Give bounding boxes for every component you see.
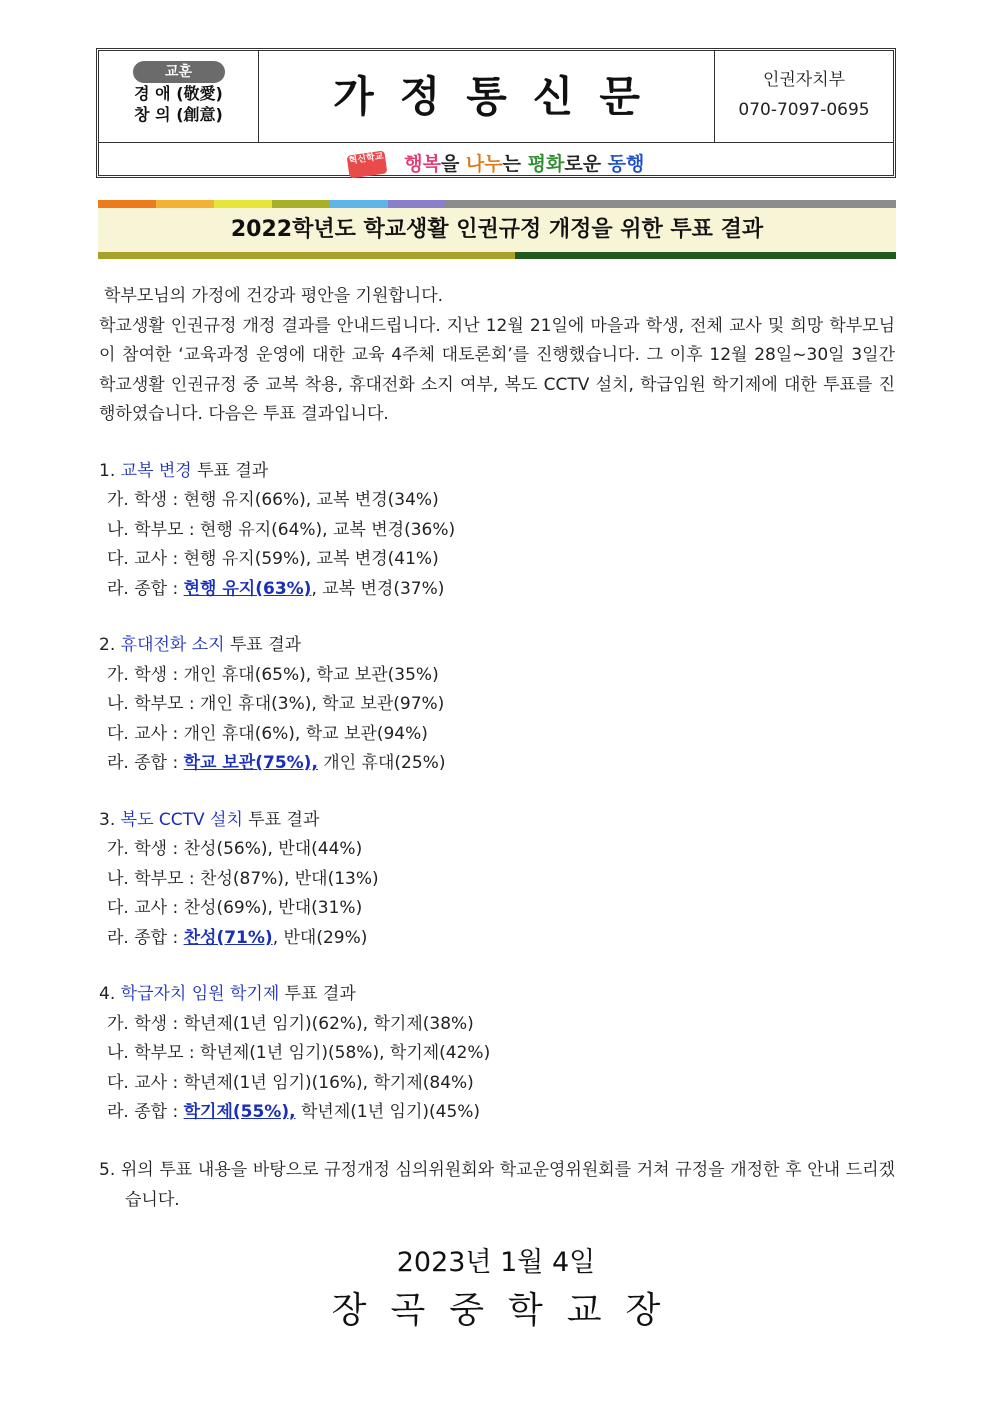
strip-segment — [98, 200, 156, 208]
section-suffix: 투표 결과 — [279, 984, 356, 1005]
strip-segment — [214, 200, 272, 208]
document-title: 2022학년도 학교생활 인권규정 개정을 위한 투표 결과 — [230, 217, 764, 242]
respondent-group: 다. 교사 : — [107, 898, 184, 919]
respondent-group: 다. 교사 : — [107, 1072, 184, 1093]
closing-note: 5. 위의 투표 내용을 바탕으로 규정개정 심의위원회와 학교운영위원회를 거쳐 규정을 개정한 후 안내 드리겠습니다. — [99, 1159, 895, 1210]
result-values: 개인 휴대(6%), 학교 보관(94%) — [183, 723, 428, 744]
result-values: 학년제(1년 임기)(58%), 학기제(42%) — [200, 1043, 491, 1064]
respondent-group: 나. 학부모 : — [107, 868, 201, 889]
result-values: 현행 유지(64%), 교복 변경(36%) — [200, 519, 456, 540]
document-body — [99, 282, 895, 1215]
winning-option: 학교 보관(75%), — [183, 753, 318, 774]
banner-underline — [98, 252, 896, 259]
section-suffix: 투표 결과 — [242, 809, 320, 830]
vote-result-row — [99, 486, 895, 516]
principal-signature: 장곡중학교장 — [331, 1290, 685, 1331]
vote-result-row — [99, 1010, 895, 1040]
vote-result-row — [99, 835, 895, 865]
motto-line-2: 창 의 (創意) — [134, 105, 223, 124]
strip-segment — [272, 200, 330, 208]
winning-option: 찬성(71%) — [183, 927, 273, 948]
slogan-row — [99, 143, 893, 175]
strip-segment — [330, 200, 388, 208]
contact-info — [715, 51, 893, 142]
newsletter-header — [96, 48, 896, 178]
respondent-group: 라. 종합 : — [107, 927, 184, 948]
slogan-segment: 을 — [440, 153, 466, 175]
motto-line-1: 경 애 (敬愛) — [134, 84, 223, 103]
document-date: 2023년 1월 4일 — [396, 1247, 596, 1278]
section-title — [99, 806, 895, 836]
section-suffix: 투표 결과 — [224, 635, 302, 656]
result-values: , 교복 변경(37%) — [311, 578, 445, 599]
result-values: 현행 유지(66%), 교복 변경(34%) — [183, 490, 439, 511]
vote-result-row — [99, 865, 895, 895]
vote-result-row — [99, 720, 895, 750]
result-values: 학년제(1년 임기)(45%) — [295, 1102, 481, 1123]
winning-option: 학기제(55%), — [183, 1102, 296, 1123]
vote-results — [99, 457, 895, 1128]
section-title — [99, 980, 895, 1010]
respondent-group: 라. 종합 : — [107, 753, 184, 774]
vote-result-row — [99, 1069, 895, 1099]
slogan-segment: 동행 — [607, 153, 645, 175]
respondent-group: 가. 학생 : — [107, 490, 184, 511]
respondent-group: 나. 학부모 : — [107, 694, 201, 715]
vote-result-row — [99, 894, 895, 924]
section-topic: 학급자치 임원 학기제 — [120, 984, 280, 1005]
result-values: 현행 유지(59%), 교복 변경(41%) — [183, 549, 439, 570]
result-values: 학년제(1년 임기)(16%), 학기제(84%) — [183, 1072, 474, 1093]
section-topic: 교복 변경 — [120, 460, 192, 481]
school-motto — [99, 51, 259, 142]
result-values: 개인 휴대(65%), 학교 보관(35%) — [183, 664, 439, 685]
respondent-group: 가. 학생 : — [107, 839, 184, 860]
department-name: 인권자치부 — [762, 70, 846, 90]
motto-badge: 교훈 — [133, 61, 225, 83]
vote-section — [99, 631, 895, 779]
respondent-group: 라. 종합 : — [107, 1102, 184, 1123]
winning-option: 현행 유지(63%) — [183, 578, 312, 599]
strip-segment — [446, 200, 896, 208]
respondent-group: 가. 학생 : — [107, 1013, 184, 1034]
document-title-banner — [98, 208, 896, 252]
result-values: 찬성(87%), 반대(13%) — [200, 868, 379, 889]
result-values: 찬성(56%), 반대(44%) — [183, 839, 363, 860]
respondent-group: 다. 교사 : — [107, 723, 184, 744]
result-values: 학년제(1년 임기)(62%), 학기제(38%) — [183, 1013, 474, 1034]
section-number: 4. — [99, 984, 116, 1005]
respondent-group: 나. 학부모 : — [107, 519, 201, 540]
slogan-segment: 는 — [502, 153, 528, 175]
strip-segment — [388, 200, 446, 208]
section-number: 3. — [99, 809, 116, 830]
respondent-group: 나. 학부모 : — [107, 1043, 201, 1064]
vote-result-row — [99, 516, 895, 546]
header-top-row — [99, 51, 893, 143]
respondent-group: 다. 교사 : — [107, 549, 184, 570]
section-title — [99, 631, 895, 661]
slogan-text — [404, 153, 644, 175]
section-topic: 복도 CCTV 설치 — [120, 809, 243, 830]
newsletter-title-cell — [259, 51, 715, 142]
vote-result-row — [99, 1039, 895, 1069]
respondent-group: 가. 학생 : — [107, 664, 184, 685]
result-values: 개인 휴대(3%), 학교 보관(97%) — [200, 694, 445, 715]
vote-result-row — [99, 690, 895, 720]
slogan-segment: 평화 — [527, 153, 565, 175]
intro-paragraph — [99, 282, 895, 430]
greeting-line: 학부모님의 가정에 건강과 평안을 기원합니다. — [104, 286, 444, 306]
vote-result-row — [99, 924, 895, 954]
slogan-segment: 로운 — [564, 153, 608, 175]
vote-result-row — [99, 545, 895, 575]
section-title — [99, 457, 895, 487]
vote-section — [99, 457, 895, 605]
school-slogan — [348, 149, 645, 176]
slogan-segment: 행복 — [404, 153, 441, 175]
vote-result-row — [99, 661, 895, 691]
result-values: , 반대(29%) — [272, 927, 368, 948]
vote-result-row — [99, 575, 895, 605]
decorative-color-strip — [98, 200, 896, 208]
section-number: 2. — [99, 635, 116, 656]
section-topic: 휴대전화 소지 — [120, 635, 225, 656]
result-values: 찬성(69%), 반대(31%) — [183, 898, 363, 919]
vote-section — [99, 980, 895, 1128]
vote-section — [99, 806, 895, 954]
result-values: 개인 휴대(25%) — [317, 753, 446, 774]
phone-number: 070-7097-0695 — [738, 100, 870, 120]
vote-result-row — [99, 749, 895, 779]
vote-result-row — [99, 1098, 895, 1128]
slogan-segment: 나누 — [465, 153, 503, 175]
respondent-group: 라. 종합 : — [107, 578, 184, 599]
section-suffix: 투표 결과 — [191, 460, 269, 481]
section-number: 1. — [99, 460, 116, 481]
newsletter-title: 가정통신문 — [333, 72, 666, 121]
innovation-school-logo: 혁신학교 — [346, 150, 387, 178]
strip-segment — [156, 200, 214, 208]
intro-text: 학교생활 인권규정 개정 결과를 안내드립니다. 지난 12월 21일에 마을과 학생, 전체 교사 및 희망 학부모님이 참여한 ‘교육과정 운영에 대한 교육 4주체 대토론회’를 진행했습니다. 그 이후 12월 28일~30일 3일간 학교생활 인권규정 중 교복 착용, 휴대전화 소지 여부, 복도 CCTV 설치, 학급임원 학기제에 대한 투표를 진행하였습니다. 다음은 투표 결과입니다. — [99, 315, 895, 425]
